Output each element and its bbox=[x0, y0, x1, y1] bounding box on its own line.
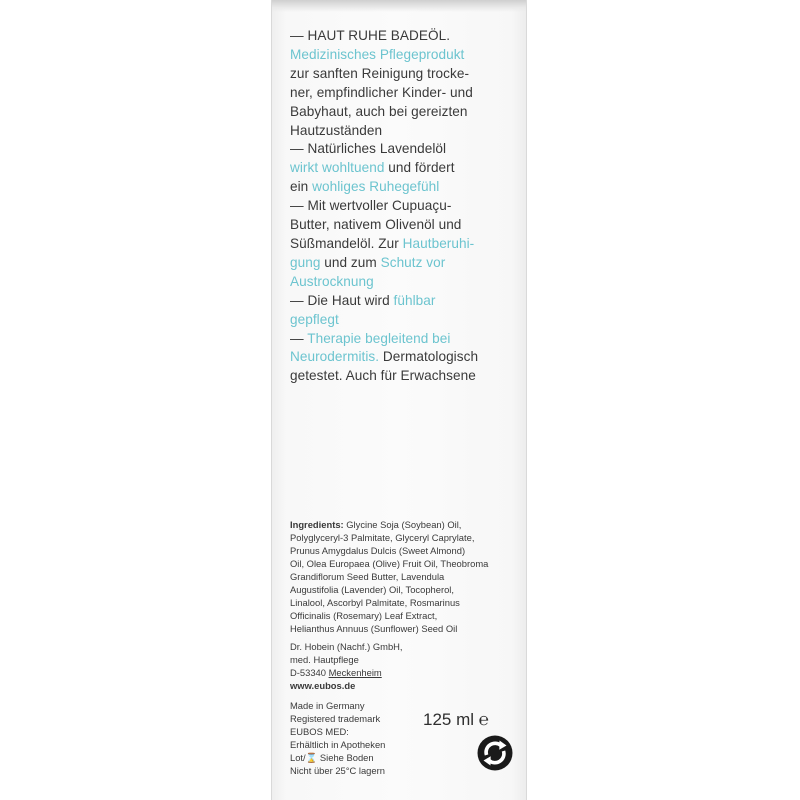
ingredients-line: Polyglyceryl-3 Palmitate, Glyceryl Caprylate, bbox=[290, 532, 475, 543]
manufacturer-name: Dr. Hobein (Nachf.) GmbH, bbox=[290, 641, 403, 652]
claim-text: getestet. Auch für Erwachsene bbox=[290, 368, 476, 384]
manufacturer-postcode: D-53340 bbox=[290, 667, 329, 678]
claim-highlight: Medizinisches Pflegeprodukt bbox=[290, 46, 465, 62]
recycle-arrows-icon bbox=[477, 735, 513, 771]
claim-line bbox=[290, 367, 522, 386]
claim-highlight: Therapie begleitend bei bbox=[307, 330, 451, 346]
claim-line bbox=[290, 254, 522, 273]
ingredients-line: Helianthus Annuus (Sunflower) Seed Oil bbox=[290, 623, 458, 634]
claim-line bbox=[290, 216, 522, 235]
ingredients-line: Prunus Amygdalus Dulcis (Sweet Almond) bbox=[290, 545, 466, 556]
claim-line bbox=[290, 348, 522, 367]
manufacturer-city: Meckenheim bbox=[328, 667, 382, 678]
claim-line bbox=[290, 65, 522, 84]
ingredients-first-text: Glycine Soja (Soybean) Oil, bbox=[343, 519, 462, 530]
box-right-edge bbox=[526, 0, 527, 800]
ingredients-block bbox=[290, 518, 522, 635]
ingredients-line: Linalool, Ascorbyl Palmitate, Rosmarinus bbox=[290, 597, 460, 608]
claim-line bbox=[290, 27, 522, 46]
claim-line bbox=[290, 103, 522, 122]
claim-highlight: wohliges Ruhegefühl bbox=[312, 179, 440, 195]
claim-text: und zum bbox=[320, 254, 381, 270]
ingredients-first-line bbox=[290, 518, 522, 531]
product-claims bbox=[290, 27, 522, 386]
claim-line bbox=[290, 122, 522, 141]
storage-text: Nicht über 25°C lagern bbox=[290, 765, 385, 776]
website-link[interactable]: www.eubos.de bbox=[290, 680, 356, 691]
availability-text: Erhältlich in Apotheken bbox=[290, 739, 386, 750]
claim-line bbox=[290, 46, 522, 65]
claim-line bbox=[290, 178, 522, 197]
ingredients-line: Oil, Olea Europaea (Olive) Fruit Oil, Theobroma bbox=[290, 558, 489, 569]
claim-highlight: Schutz vor bbox=[380, 254, 446, 270]
claim-text: und fördert bbox=[384, 160, 455, 176]
brand-text: EUBOS MED: bbox=[290, 726, 349, 737]
claim-text: Butter, nativem Olivenöl und bbox=[290, 217, 462, 233]
box-top-shadow bbox=[271, 0, 527, 12]
claim-text: Babyhaut, auch bei gereizten bbox=[290, 103, 468, 119]
claim-highlight: Neurodermitis. bbox=[290, 349, 380, 365]
box-left-edge bbox=[271, 0, 272, 800]
claim-highlight: Austrocknung bbox=[290, 273, 374, 289]
manufacturer-department: med. Hautpflege bbox=[290, 654, 359, 665]
lot-text: Lot/⌛ Siehe Boden bbox=[290, 752, 374, 763]
claim-text: — Natürliches Lavendelöl bbox=[290, 141, 447, 157]
claim-text: — bbox=[290, 330, 308, 346]
ingredients-label: Ingredients: bbox=[290, 519, 344, 530]
claim-line bbox=[290, 197, 522, 216]
claim-text: — HAUT RUHE BADEÖL. bbox=[290, 28, 451, 43]
claim-text: zur sanften Reinigung trocke- bbox=[290, 65, 470, 81]
claim-highlight: gepflegt bbox=[290, 311, 339, 327]
claim-text: Hautzuständen bbox=[290, 122, 383, 138]
claim-line bbox=[290, 273, 522, 292]
claim-line bbox=[290, 159, 522, 178]
ingredients-line: Grandiflorum Seed Butter, Lavendula bbox=[290, 571, 445, 582]
ingredients-line: Augustifolia (Lavender) Oil, Tocopherol, bbox=[290, 584, 454, 595]
trademark-text: Registered trademark bbox=[290, 713, 381, 724]
claim-text: Dermatologisch bbox=[379, 349, 479, 365]
volume-label: 125 ml ℮ bbox=[423, 710, 489, 729]
claim-line bbox=[290, 140, 522, 159]
claim-text: ner, empfindlicher Kinder- und bbox=[290, 84, 473, 100]
ingredients-line: Officinalis (Rosemary) Leaf Extract, bbox=[290, 610, 438, 621]
product-box-panel bbox=[271, 0, 527, 800]
claim-text: ein bbox=[290, 179, 313, 195]
manufacturer-address bbox=[290, 640, 522, 679]
claim-highlight: Hautberuhi- bbox=[402, 235, 475, 251]
claim-text: Süßmandelöl. Zur bbox=[290, 235, 403, 251]
manufacturer-location bbox=[290, 666, 522, 679]
claim-text: — Mit wertvoller Cupuaçu- bbox=[290, 198, 452, 214]
claim-line bbox=[290, 235, 522, 254]
claim-line bbox=[290, 330, 522, 349]
claim-line bbox=[290, 292, 522, 311]
claim-highlight: gung bbox=[290, 254, 321, 270]
claim-highlight: fühlbar bbox=[393, 292, 436, 308]
claim-text: — Die Haut wird bbox=[290, 292, 394, 308]
claim-highlight: wirkt wohltuend bbox=[290, 160, 385, 176]
claim-line bbox=[290, 84, 522, 103]
made-in-text: Made in Germany bbox=[290, 700, 365, 711]
claim-line bbox=[290, 311, 522, 330]
